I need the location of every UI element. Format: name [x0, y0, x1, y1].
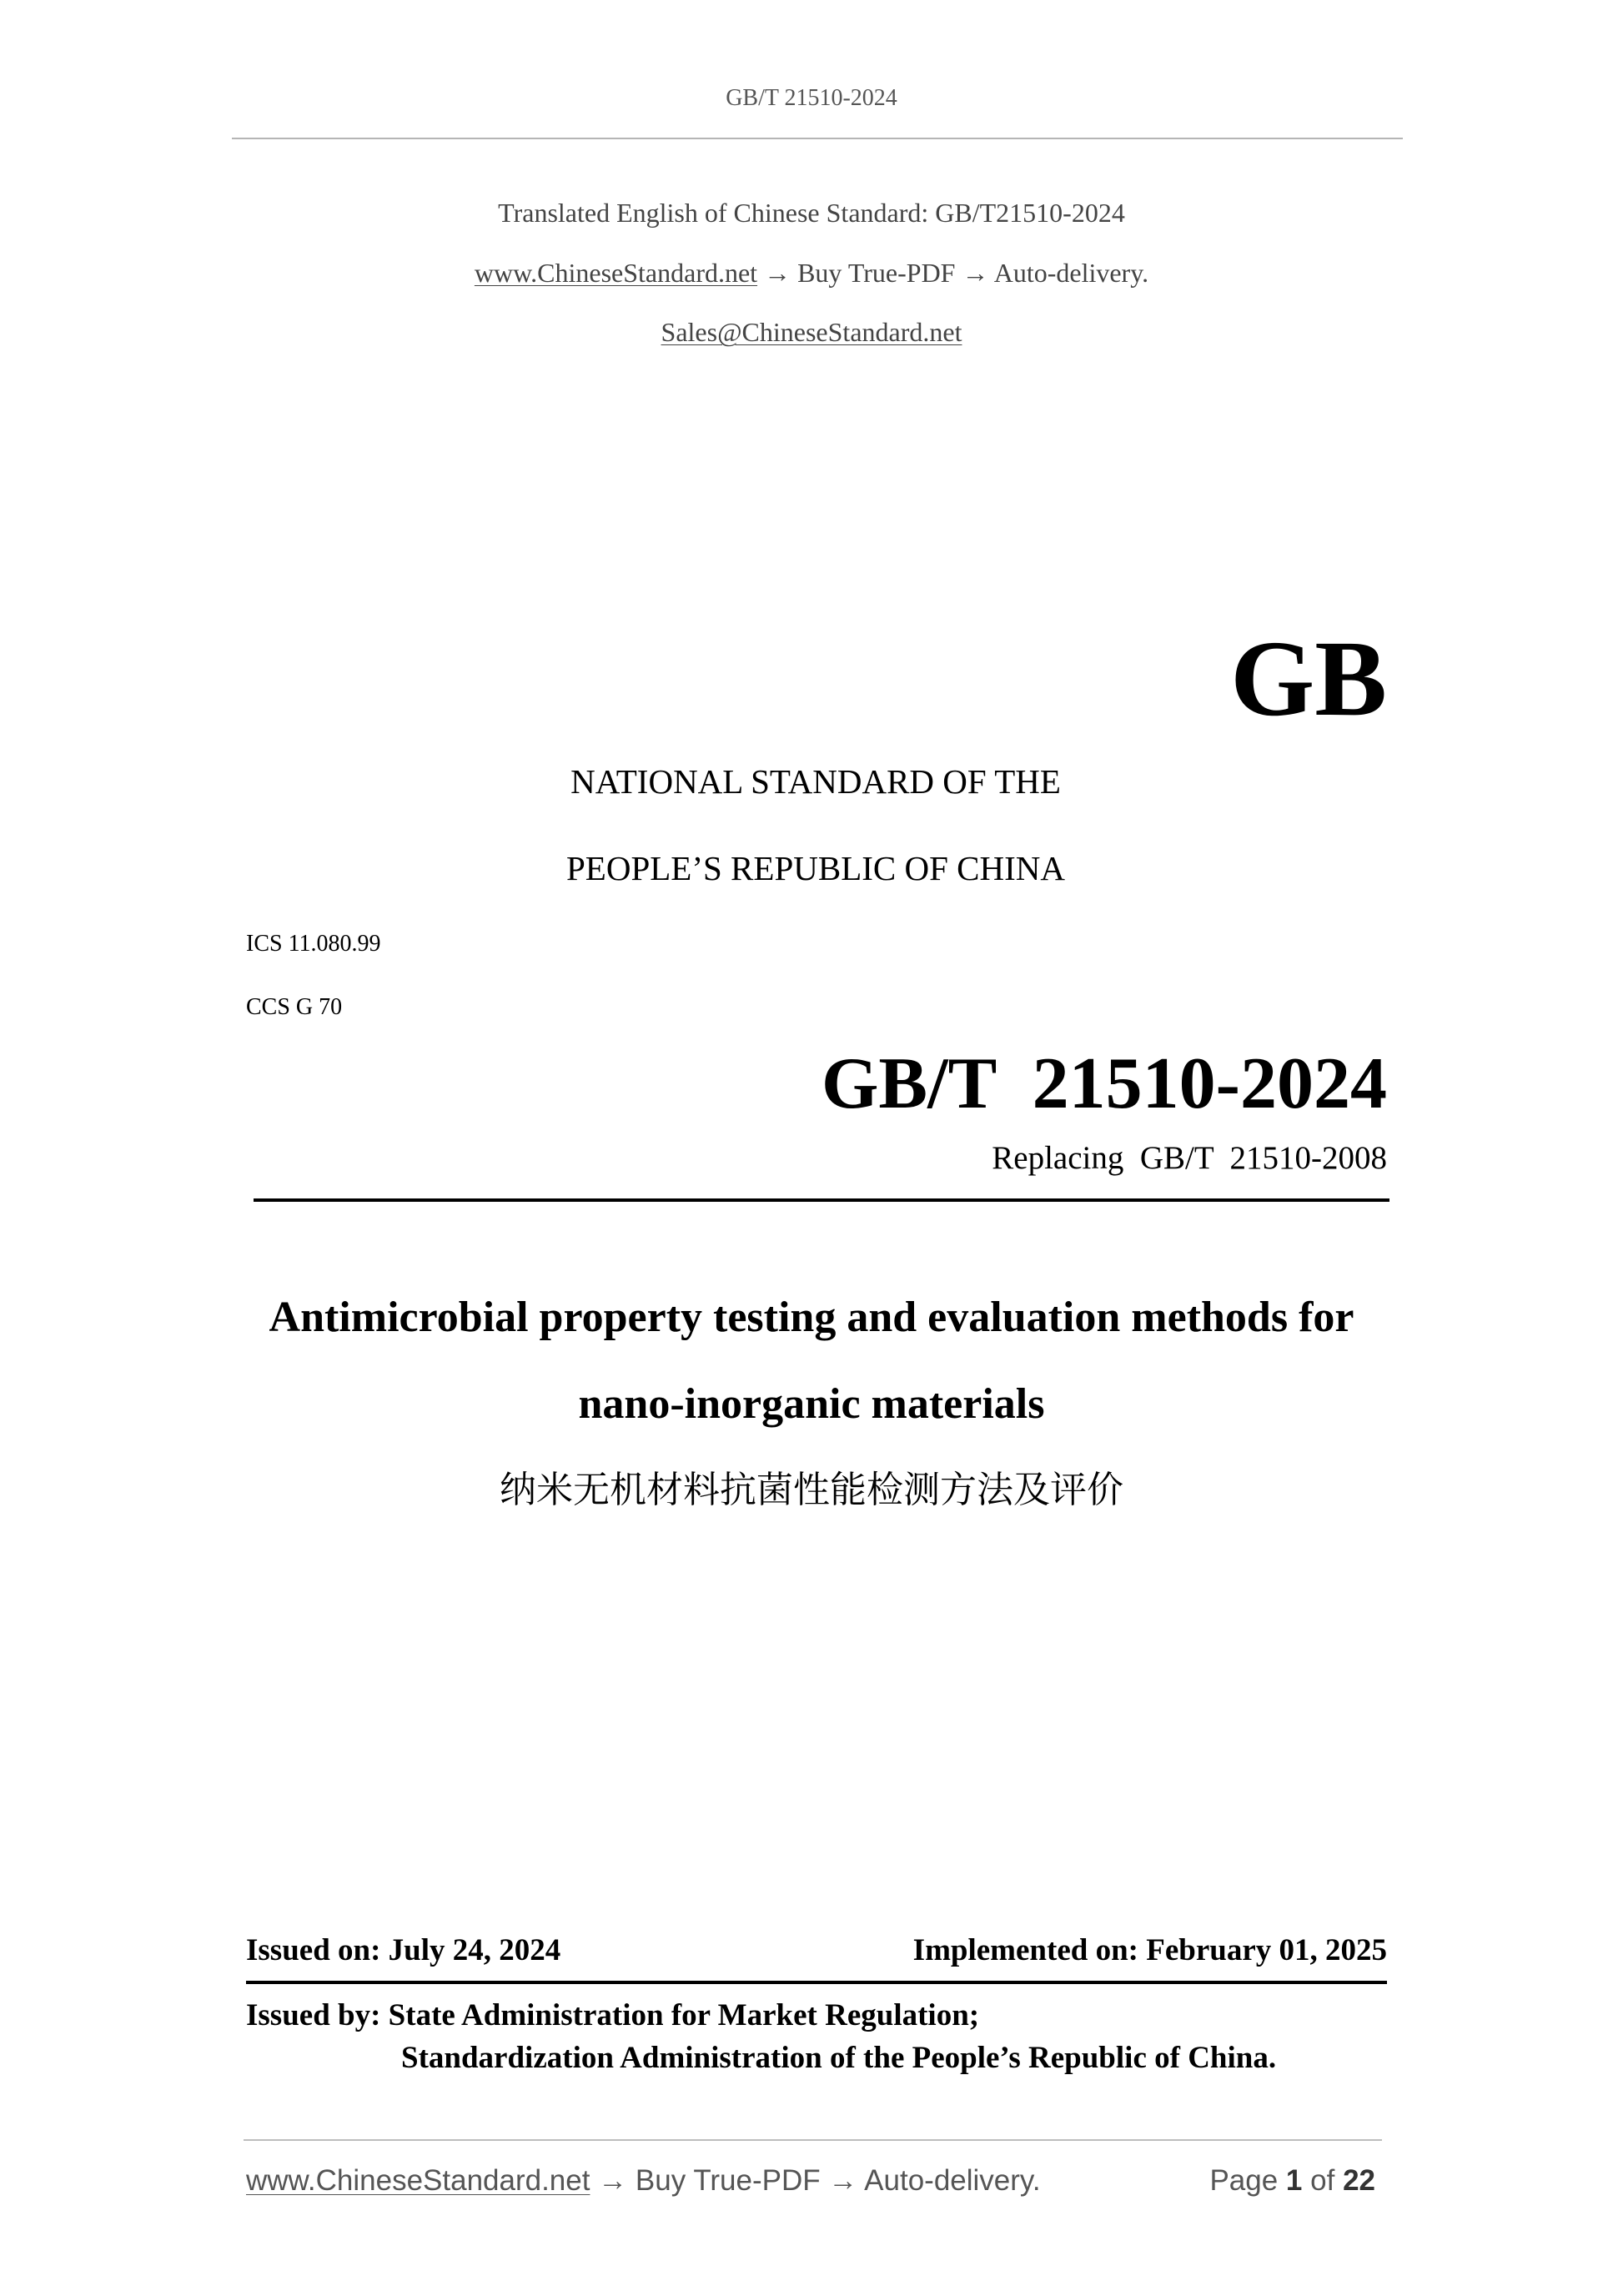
title-english-line2: nano-inorganic materials — [578, 1380, 1045, 1428]
header-divider — [232, 138, 1403, 139]
standard-number: GB/T 21510-2024 — [821, 1043, 1387, 1124]
ccs-code: CCS G 70 — [246, 994, 343, 1020]
title-english-line1: Antimicrobial property testing and evaluation methods for — [269, 1294, 1354, 1341]
issue-divider — [246, 1981, 1387, 1984]
issued-by-line2: Standardization Administration of the People’s Republic of China. — [401, 2041, 1277, 2075]
page-number: 1 — [1285, 2164, 1303, 2197]
national-standard-line1: NATIONAL STANDARD OF THE — [570, 762, 1061, 801]
total-pages: 22 — [1343, 2164, 1375, 2197]
site-link[interactable]: www.ChineseStandard.net — [474, 258, 758, 288]
gb-mark: GB — [1230, 619, 1387, 739]
sales-email-link[interactable]: Sales@ChineseStandard.net — [661, 317, 962, 347]
footer-divider — [244, 2139, 1382, 2141]
of-label: of — [1310, 2164, 1335, 2197]
footer-purchase-line — [246, 2166, 1041, 2195]
ics-code: ICS 11.080.99 — [246, 931, 381, 957]
footer-site-link[interactable]: www.ChineseStandard.net — [246, 2164, 590, 2197]
title-chinese: 纳米无机材料抗菌性能检测方法及评价 — [500, 1469, 1123, 1511]
purchase-steps: → Buy True-PDF → Auto-delivery. — [757, 258, 1149, 288]
issued-by-line1: Issued by: State Administration for Market Regulation; — [246, 1998, 980, 2032]
cover-divider — [254, 1198, 1389, 1202]
issued-on-date: Issued on: July 24, 2024 — [246, 1933, 561, 1967]
page-indicator — [1209, 2166, 1375, 2195]
replacing-standard: Replacing GB/T 21510-2008 — [992, 1140, 1387, 1176]
purchase-line — [0, 259, 1623, 286]
page-label: Page — [1209, 2164, 1279, 2197]
implemented-on-date: Implemented on: February 01, 2025 — [912, 1933, 1387, 1967]
running-header-code: GB/T 21510-2024 — [726, 85, 897, 111]
translated-notice: Translated English of Chinese Standard: GB/T21510-2024 — [498, 198, 1125, 228]
sales-email-line — [0, 319, 1623, 345]
footer-purchase-steps: → Buy True-PDF → Auto-delivery. — [590, 2164, 1041, 2197]
national-standard-line2: PEOPLE’S REPUBLIC OF CHINA — [566, 849, 1065, 887]
